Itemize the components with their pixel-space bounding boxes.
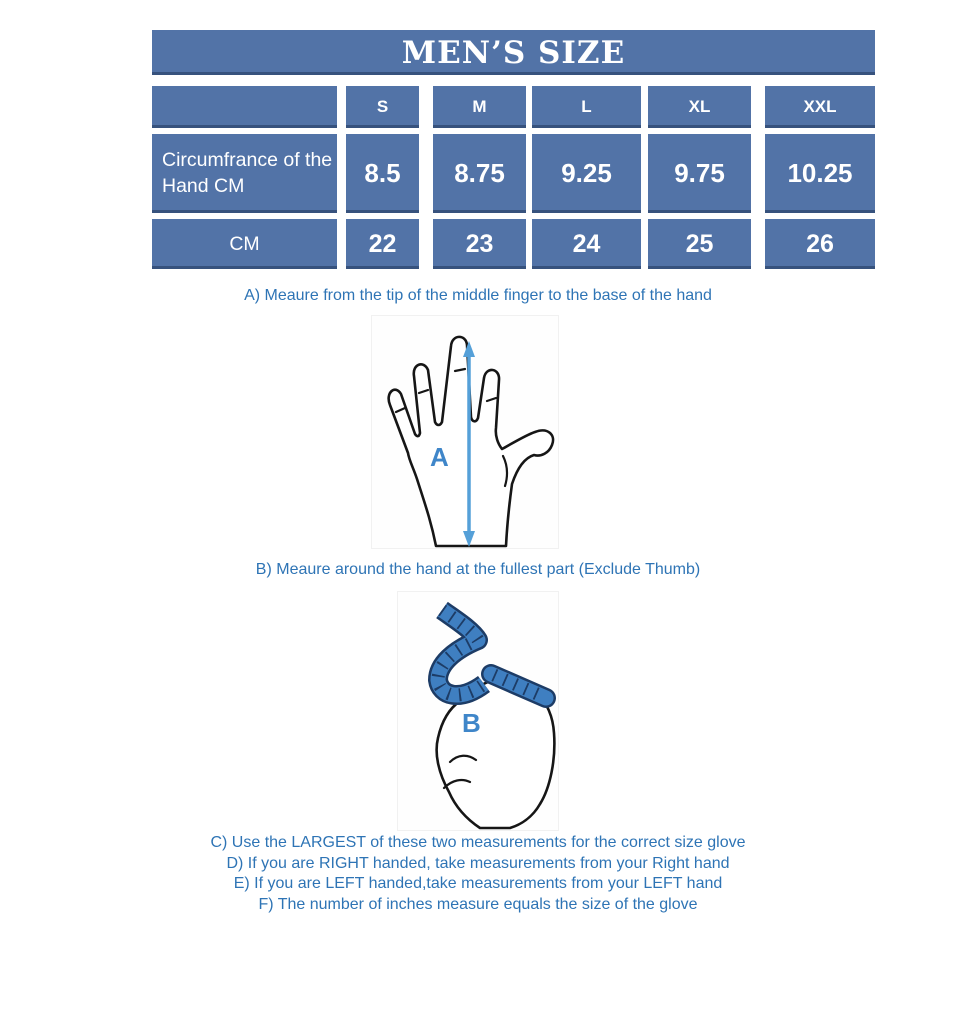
instruction-d: D) If you are RIGHT handed, take measurements from your Right hand: [226, 854, 730, 872]
cm-value-l: 24: [532, 219, 641, 269]
circumference-value-m: 8.75: [433, 134, 526, 213]
header-size-l: L: [532, 86, 641, 128]
table-title: MEN’S SIZE: [152, 30, 875, 75]
figure-b-label: B: [462, 708, 481, 738]
header-size-xl: XL: [648, 86, 751, 128]
instruction-f: F) The number of inches measure equals the size of the glove: [258, 895, 698, 913]
row-label-cm: CM: [152, 219, 337, 269]
circumference-value-xl: 9.75: [648, 134, 751, 213]
hand-outline: [389, 337, 553, 546]
size-chart-table: [152, 30, 875, 269]
instruction-c: C) Use the LARGEST of these two measurements for the correct size glove: [210, 834, 746, 851]
cm-value-s: 22: [346, 219, 419, 269]
cm-value-xxl: 26: [765, 219, 875, 269]
instruction-notes: [0, 833, 956, 915]
cm-value-m: 23: [433, 219, 526, 269]
circumference-value-l: 9.25: [532, 134, 641, 213]
header-size-s: S: [346, 86, 419, 128]
measuring-tape-fold: [438, 610, 484, 695]
circumference-value-xxl: 10.25: [765, 134, 875, 213]
header-size-xxl: XXL: [765, 86, 875, 128]
instruction-b: B) Meaure around the hand at the fullest part (Exclude Thumb): [255, 561, 701, 578]
instruction-e: E) If you are LEFT handed,take measurements from your LEFT hand: [233, 875, 723, 892]
header-size-m: M: [433, 86, 526, 128]
fist-figure: [397, 591, 559, 831]
open-hand-figure: [371, 315, 559, 549]
open-hand-illustration: [372, 316, 558, 548]
circumference-value-s: 8.5: [346, 134, 419, 213]
fist-illustration: [398, 592, 558, 830]
cm-value-xl: 25: [648, 219, 751, 269]
row-label-circumference: Circumfrance of the Hand CM: [152, 134, 337, 213]
header-blank-cell: [152, 86, 337, 128]
instruction-a: A) Meaure from the tip of the middle finger to the base of the hand: [244, 287, 712, 304]
figure-a-label: A: [430, 442, 449, 472]
